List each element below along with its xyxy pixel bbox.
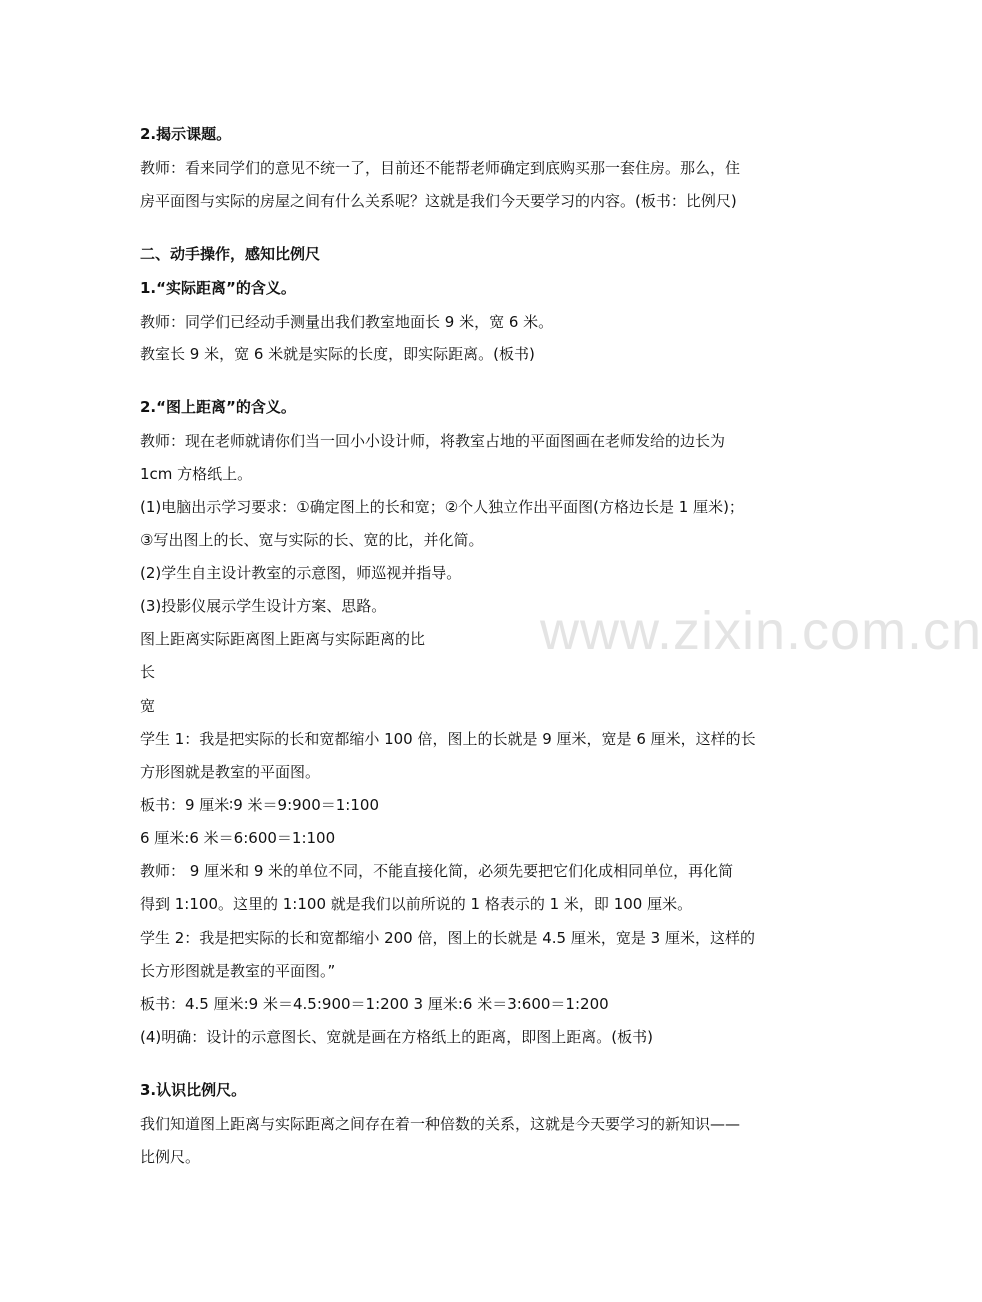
paragraph-line: 我们知道图上距离与实际距离之间存在着一种倍数的关系，这就是今天要学习的新知识—— xyxy=(140,1115,741,1133)
table-header-line: 图上距离实际距离图上距离与实际距离的比 xyxy=(140,630,426,648)
paragraph-line: 1cm 方格纸上。 xyxy=(140,465,253,483)
paragraph-line: (1)电脑出示学习要求：①确定图上的长和宽；②个人独立作出平面图(方格边长是 1 厘米)； xyxy=(140,498,744,516)
paragraph-line: 教师：现在老师就请你们当一回小小设计师，将教室占地的平面图画在老师发给的边长为 xyxy=(140,432,726,450)
section-heading: 3.认识比例尺。 xyxy=(140,1081,247,1099)
paragraph-line: 板书：9 厘米∶9 米＝9:900＝1:100 xyxy=(140,796,379,814)
paragraph-line: 得到 1:100。这里的 1:100 就是我们以前所说的 1 格表示的 1 米，即 100 厘米。 xyxy=(140,895,693,913)
watermark: www.zixin.com.cn xyxy=(540,601,982,661)
paragraph-line: 房平面图与实际的房屋之间有什么关系呢？这就是我们今天要学习的内容。(板书：比例尺) xyxy=(140,192,737,210)
paragraph-line: (2)学生自主设计教室的示意图，师巡视并指导。 xyxy=(140,564,462,582)
paragraph-line: 学生 1：我是把实际的长和宽都缩小 100 倍，图上的长就是 9 厘米，宽是 6 厘米，这样的长 xyxy=(140,730,756,748)
section-heading: 二、动手操作，感知比例尺 xyxy=(140,245,321,263)
paragraph-line: 板书：4.5 厘米:9 米＝4.5:900＝1:200 3 厘米:6 米＝3:600＝1:200 xyxy=(140,995,609,1013)
paragraph-line: 6 厘米:6 米＝6:600＝1:100 xyxy=(140,829,336,847)
table-row-label: 宽 xyxy=(140,697,156,715)
paragraph-line: 教师：同学们已经动手测量出我们教室地面长 9 米，宽 6 米。 xyxy=(140,313,554,331)
paragraph-line: 学生 2：我是把实际的长和宽都缩小 200 倍，图上的长就是 4.5 厘米，宽是 3 厘米，这样的 xyxy=(140,929,755,947)
table-row-label: 长 xyxy=(140,663,156,681)
section-heading: 1.“实际距离”的含义。 xyxy=(140,279,296,297)
paragraph-line: 教师：看来同学们的意见不统一了，目前还不能帮老师确定到底购买那一套住房。那么，住 xyxy=(140,159,741,177)
paragraph-line: (4)明确：设计的示意图长、宽就是画在方格纸上的距离，即图上距离。(板书) xyxy=(140,1028,653,1046)
paragraph-line: ③写出图上的长、宽与实际的长、宽的比，并化简。 xyxy=(140,531,484,549)
section-heading: 2.揭示课题。 xyxy=(140,125,232,143)
paragraph-line: 长方形图就是教室的平面图。” xyxy=(140,962,336,980)
paragraph-line: 方形图就是教室的平面图。 xyxy=(140,763,321,781)
paragraph-line: 教师： 9 厘米和 9 米的单位不同，不能直接化简，必须先要把它们化成相同单位，再化简 xyxy=(140,862,734,880)
paragraph-line: 比例尺。 xyxy=(140,1148,201,1166)
paragraph-line: 教室长 9 米，宽 6 米就是实际的长度，即实际距离。(板书) xyxy=(140,345,535,363)
section-heading: 2.“图上距离”的含义。 xyxy=(140,398,296,416)
paragraph-line: (3)投影仪展示学生设计方案、思路。 xyxy=(140,597,387,615)
